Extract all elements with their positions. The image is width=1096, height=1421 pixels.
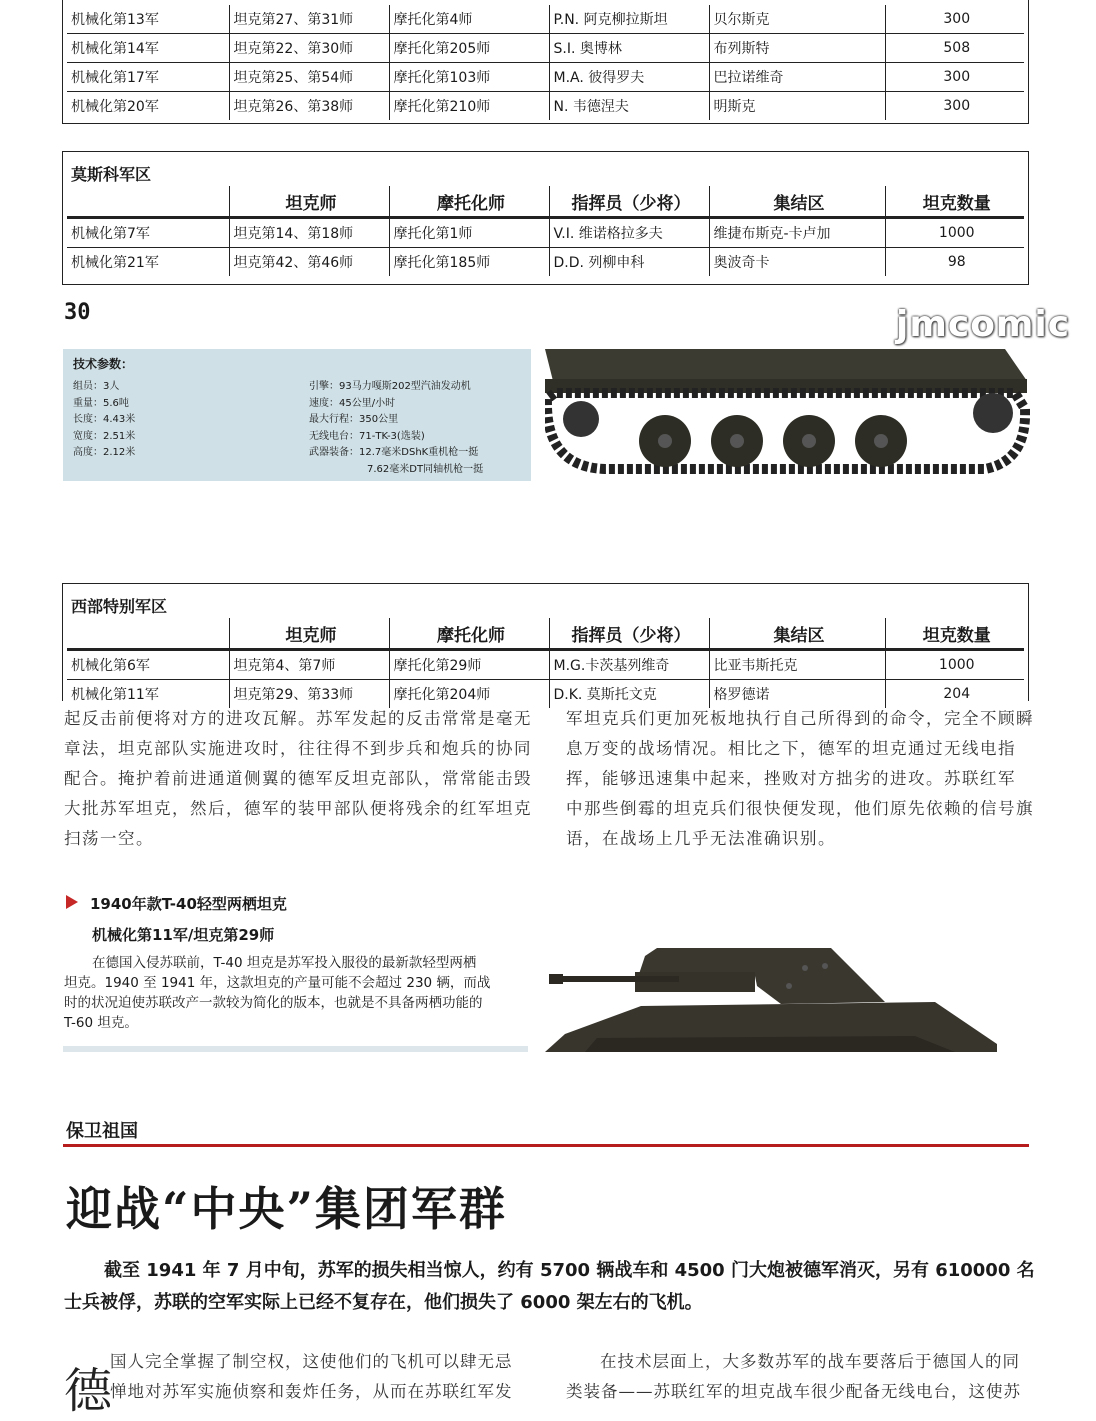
spec-right: 引擎：93马力嘎斯202型汽油发动机 速度：45公里/小时 最大行程：350公里 无线电台：71-TK-3(选装) 武器装备：12.7毫米DShK重机枪一挺 7.62毫米DT同轴机枪一挺: [309, 381, 484, 475]
paragraph-left: 起反击前便将对方的进攻瓦解。苏军发起的反击常常是毫无 章法，坦克部队实施进攻时，往往得不到步兵和炮兵的协同 配合。掩护着前进通道侧翼的德军反坦克部队，常常能击毁 大批苏军坦克，然后，德军的装甲部队便将残余的红军坦克 扫荡一空。: [64, 709, 532, 848]
moscow-district-table: [62, 151, 1029, 285]
western-district-table: [62, 583, 1029, 701]
lead-paragraph: 截至 1941 年 7 月中旬，苏军的损失相当惊人，约有 5700 辆战车和 4500 门大炮被德军消灭，另有 610000 名士兵被俘，苏联的空军实际上已经不复存在，他们损失了 6000 架左右的飞机。: [64, 1260, 1035, 1313]
moscow-table-grid: [67, 186, 1024, 276]
tank-track-illustration: [545, 349, 1030, 477]
section-rule: [63, 1144, 1029, 1147]
western-table-grid: [67, 618, 1024, 708]
table-title: 莫斯科军区: [71, 165, 152, 184]
caption-title: 1940年款T-40轻型两栖坦克: [90, 895, 287, 913]
caption-rule: [63, 1046, 528, 1052]
headline: 迎战“中央”集团军群: [66, 1182, 507, 1236]
table-title: 西部特别军区: [71, 597, 168, 616]
table-row: 机械化第21军 坦克第42、第46师 摩托化第185师 D.D. 列柳申科 奥波奇卡 98: [67, 248, 1024, 277]
drop-cap: 德: [64, 1363, 113, 1419]
caption-arrow-icon: [66, 895, 78, 909]
table-row: 机械化第7军 坦克第14、第18师 摩托化第1师 V.I. 维诺格拉多夫 维捷布斯克-卡卢加 1000: [67, 218, 1024, 248]
spec-panel: [63, 349, 531, 481]
caption-body: 在德国入侵苏联前，T-40 坦克是苏军投入服役的最新款轻型两栖 坦克。1940 至 1941 年，这款坦克的产量可能不会超过 230 辆，而战 时的状况迫使苏联改产一款较为简化的版本，也就是不具备两栖功能的 T-60 坦克。: [64, 955, 491, 1031]
bottom-paragraph-right: 在技术层面上，大多数苏军的战车要落后于德国人的同 类装备——苏联红军的坦克战车很少配备无线电台，这使苏: [566, 1352, 1021, 1401]
page-number: 30: [64, 300, 91, 325]
table-header-row: 坦克师 摩托化师 指挥员（少将） 集结区 坦克数量: [67, 618, 1024, 650]
bottom-paragraph-left: 国人完全掌握了制空权，这使他们的飞机可以肆无忌 惮地对苏军实施侦察和轰炸任务，从而在苏联红军发: [110, 1352, 513, 1401]
t40-tank-illustration: [545, 946, 1000, 1052]
top-corps-table-grid: [67, 5, 1024, 120]
caption-subtitle: 机械化第11军/坦克第29师: [92, 926, 275, 944]
watermark: jmcomic: [896, 304, 1071, 345]
table-row: 机械化第11军 坦克第29、第33师 摩托化第204师 D.K. 莫斯托文克 格罗德诺 204: [67, 680, 1024, 709]
paragraph-right: 军坦克兵们更加死板地执行自己所得到的命令，完全不顾瞬 息万变的战场情况。相比之下，德军的坦克通过无线电指 挥，能够迅速集中起来，挫败对方拙劣的进攻。苏联红军 中那些倒霉的坦克兵们很快便发现，他们原先依赖的信号旗 语，在战场上几乎无法准确识别。: [566, 709, 1034, 848]
table-row: 机械化第20军 坦克第26、第38师 摩托化第210师 N. 韦德涅夫 明斯克 300: [67, 92, 1024, 121]
table-header-row: 坦克师 摩托化师 指挥员（少将） 集结区 坦克数量: [67, 186, 1024, 218]
spec-title: 技术参数：: [73, 357, 134, 371]
table-row: 机械化第17军 坦克第25、第54师 摩托化第103师 M.A. 彼得罗夫 巴拉诺维奇 300: [67, 63, 1024, 92]
table-row: 机械化第13军 坦克第27、第31师 摩托化第4师 P.N. 阿克柳拉斯坦 贝尔斯克 300: [67, 5, 1024, 34]
top-corps-table: [62, 0, 1029, 124]
spec-left: 组员：3人 重量：5.6吨 长度：4.43米 宽度：2.51米 高度：2.12米: [73, 381, 136, 458]
table-row: 机械化第6军 坦克第4、第7师 摩托化第29师 M.G.卡茨基列维奇 比亚韦斯托克 1000: [67, 650, 1024, 680]
table-row: 机械化第14军 坦克第22、第30师 摩托化第205师 S.I. 奥博林 布列斯特 508: [67, 34, 1024, 63]
section-label: 保卫祖国: [66, 1121, 138, 1142]
